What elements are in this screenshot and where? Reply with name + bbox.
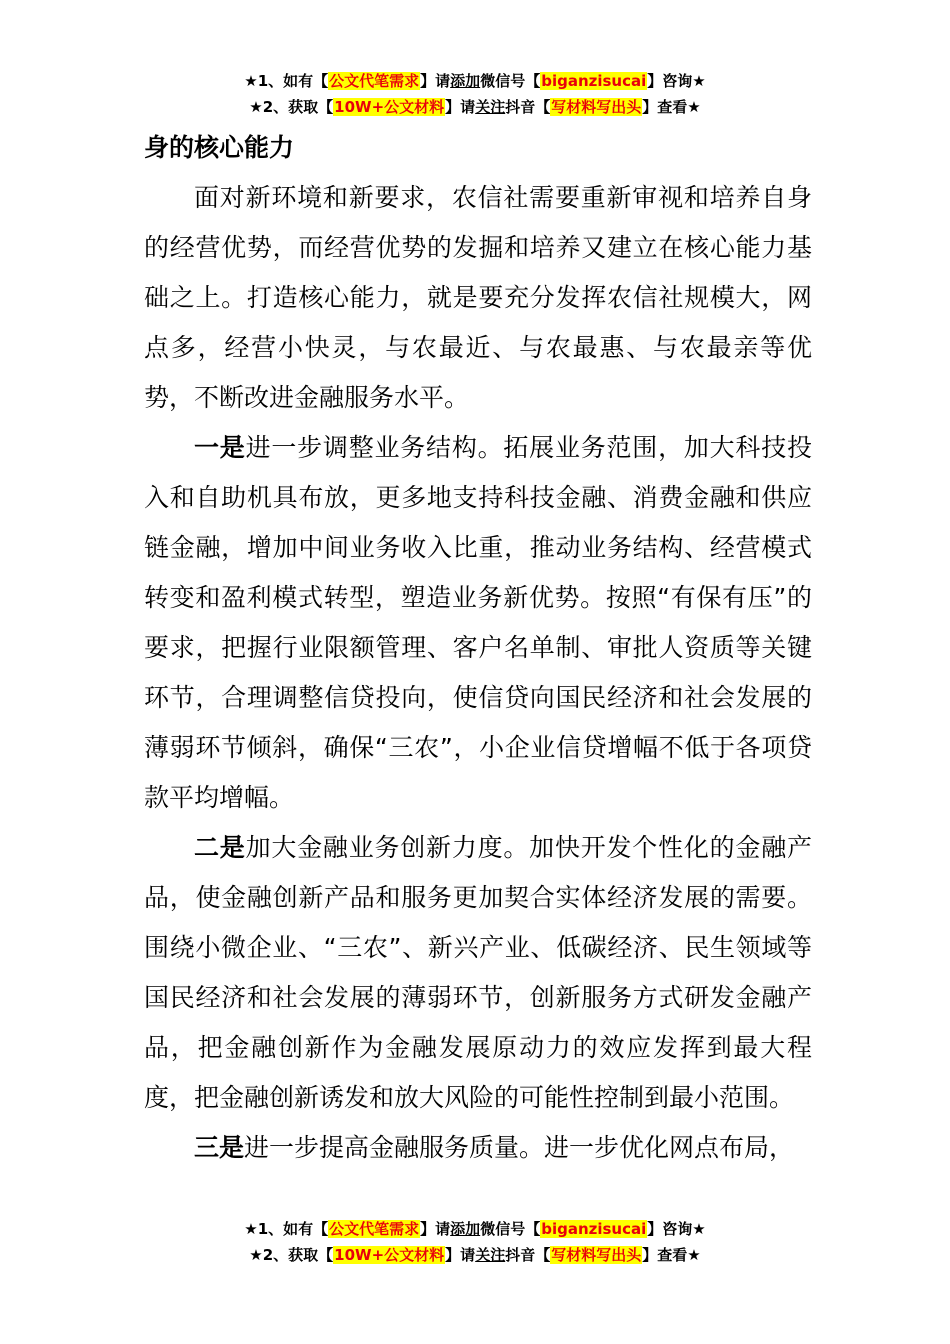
star-icon: ★ [692,1220,706,1238]
paragraph-point-one: 一是进一步调整业务结构。拓展业务范围，加大科技投入和自助机具布放，更多地支持科技金融、消费金融和供应链金融，增加中间业务收入比重，推动业务结构、经营模式转变和盈利模式转型，塑造业务新优势。按照“有保有压”的要求，把握行业限额管理、客户名单制、审批人资质等关键环节，合理调整信贷投向，使信贷向国民经济和社会发展的薄弱环节倾斜，确保“三农”，小企业信贷增幅不低于各项贷款平均增幅。 [144,433,812,812]
highlight-douyin-account: 写材料写出头 [551,98,642,116]
paragraph-point-three: 三是进一步提高金融服务质量。进一步优化网点布局， [194,1133,795,1162]
highlight-wechat-id: biganzisucai [541,72,647,90]
star-icon: ★ [692,72,706,90]
star-icon: ★ [687,98,701,116]
highlight-materials: 10W+公文材料 [334,98,445,116]
promo-banner-top [0,68,950,120]
star-icon: ★ [687,1246,701,1264]
promo-line-2: ★2、获取【10W+公文材料】请关注抖音【写材料写出头】查看★ [249,98,701,116]
point-lead: 二是 [194,833,246,862]
paragraph-point-two: 二是加大金融业务创新力度。加快开发个性化的金融产品，使金融创新产品和服务更加契合实体经济发展的需要。围绕小微企业、“三农”、新兴产业、低碳经济、民生领域等国民经济和社会发展的薄弱环节，创新服务方式研发金融产品，把金融创新作为金融发展原动力的效应发挥到最大程度，把金融创新诱发和放大风险的可能性控制到最小范围。 [144,833,812,1112]
highlight-service: 公文代笔需求 [329,72,420,90]
point-lead: 三是 [194,1133,245,1162]
promo-banner-bottom [0,1216,950,1268]
promo-line-1: ★1、如有【公文代笔需求】请添加微信号【biganzisucai】咨询★ [244,1220,706,1238]
star-icon: ★ [249,1246,263,1264]
star-icon: ★ [244,1220,258,1238]
highlight-wechat-id: biganzisucai [541,1220,647,1238]
promo-line-2: ★2、获取【10W+公文材料】请关注抖音【写材料写出头】查看★ [249,1246,701,1264]
star-icon: ★ [249,98,263,116]
section-heading: 身的核心能力 [144,133,295,162]
promo-line-1: ★1、如有【公文代笔需求】请添加微信号【biganzisucai】咨询★ [244,72,706,90]
paragraph-intro: 面对新环境和新要求，农信社需要重新审视和培养自身的经营优势，而经营优势的发掘和培养又建立在核心能力基础之上。打造核心能力，就是要充分发挥农信社规模大，网点多，经营小快灵，与农最近、与农最惠、与农最亲等优势，不断改进金融服务水平。 [144,183,812,412]
star-icon: ★ [244,72,258,90]
document-body [144,123,812,1173]
highlight-materials: 10W+公文材料 [334,1246,445,1264]
highlight-douyin-account: 写材料写出头 [551,1246,642,1264]
highlight-service: 公文代笔需求 [329,1220,420,1238]
point-lead: 一是 [194,433,246,462]
